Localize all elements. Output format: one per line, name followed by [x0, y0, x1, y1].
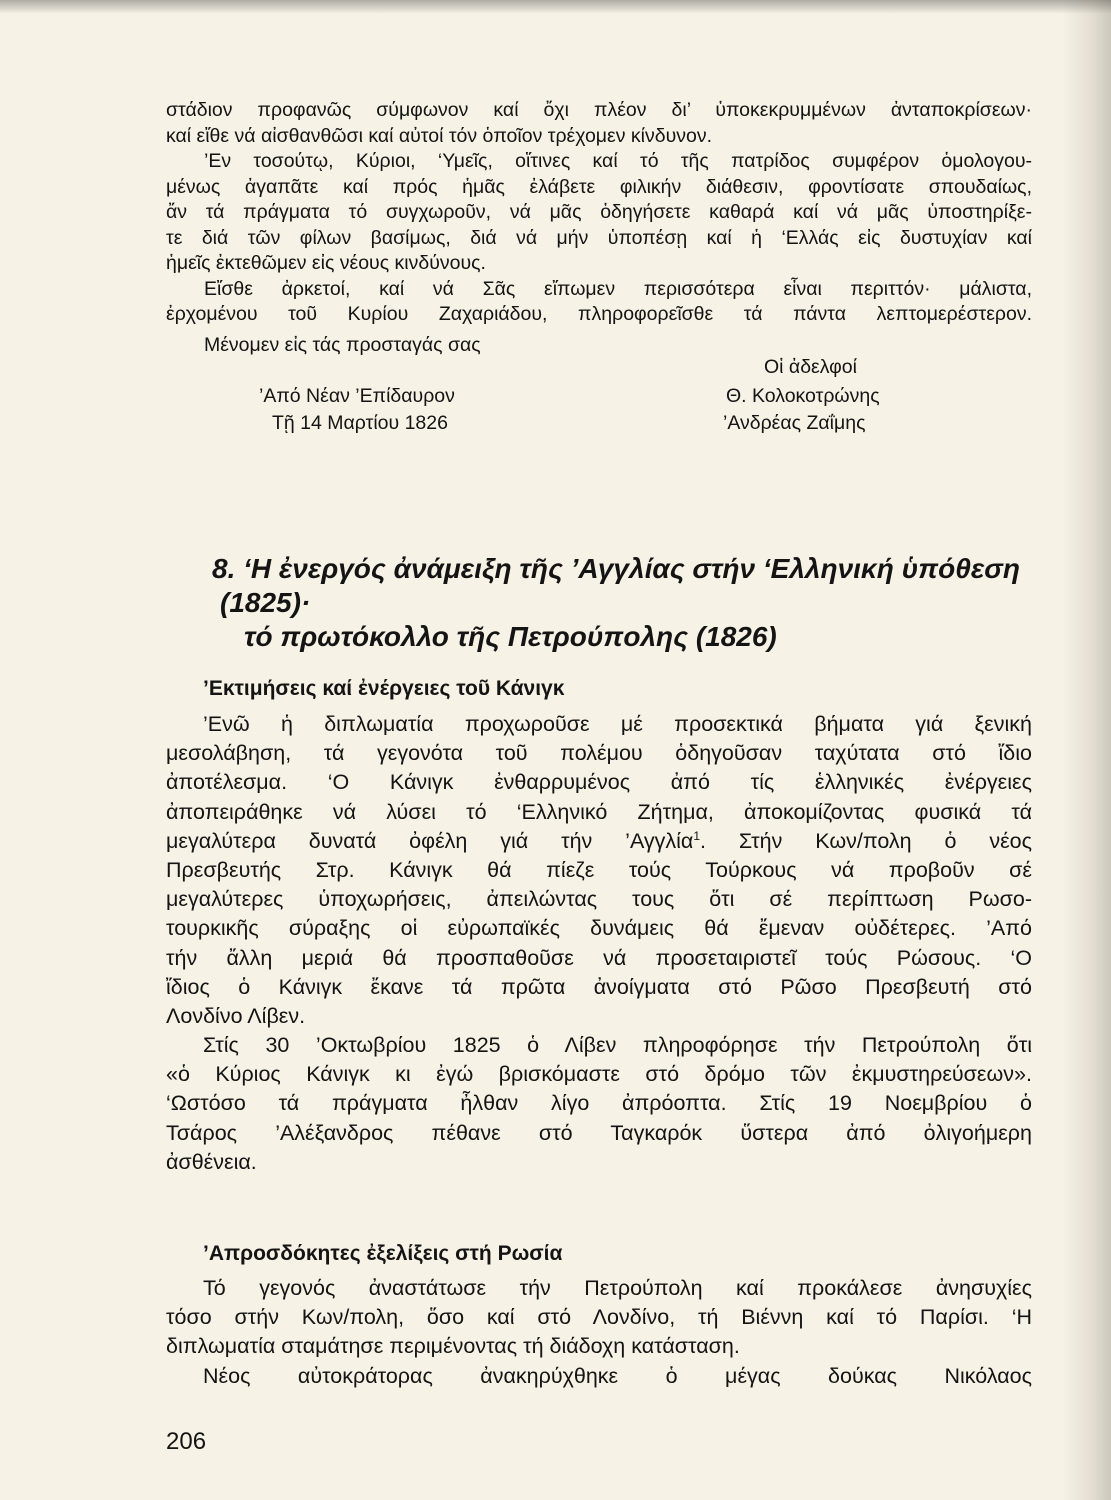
body-line: διπλωματία σταμάτησε περιμένοντας τή διάδοχη κατάσταση. — [166, 1334, 740, 1359]
letter-line: τε διά τῶν φίλων βασίμως, διά νά μήν ὑποπέσῃ καί ἡ ‘Ελλάς εἰς δυστυχίαν καί — [166, 226, 1032, 249]
section-title-line: (1825)· — [220, 587, 311, 618]
closing-brothers: Οἱ ἀδελφοί — [764, 356, 857, 378]
page-number: 206 — [166, 1428, 207, 1455]
body-line: ἀποτέλεσμα. ‘Ο Κάνιγκ ἐνθαρρυμένος ἀπό τίς ἑλληνικές ἐνέργειες — [166, 770, 1032, 795]
body-line: Λονδίνο Λίβεν. — [166, 1003, 306, 1028]
body-line: μεγαλύτερες ὑποχωρήσεις, ἀπειλώντας τους ὅτι σέ περίπτωση Ρωσο- — [166, 887, 1032, 912]
subsection-heading: ’Απροσδόκητες ἐξελίξεις στή Ρωσία — [203, 1242, 563, 1265]
body-line: τόσο στήν Κων/πολη, ὅσο καί στό Λονδίνο, τή Βιέννη καί τό Παρίσι. ‘Η — [166, 1305, 1032, 1330]
page-edge-shadow — [1062, 0, 1111, 1500]
body-line-text: μεγαλύτερα δυνατά ὀφέλη γιά τήν ’Αγγλία — [166, 828, 694, 853]
body-line: ἀποπειράθηκε νά λύσει τό ‘Ελληνικό Ζήτημα, ἀποκομίζοντας φυσικά τά — [166, 799, 1032, 824]
subsection1-body — [166, 710, 1032, 1177]
letter-text — [166, 98, 1032, 328]
letter-line: ’Εν τοσούτῳ, Κύριοι, ‘Υμεῖς, οἵτινες καί τό τῆς πατρίδος συμφέρον ὁμολογου- — [204, 150, 1032, 172]
body-line: «ὁ Κύριος Κάνιγκ κι ἐγώ βρισκόμαστε στό δρόμο τῶν ἐκμυστηρεύσεων». — [166, 1062, 1032, 1087]
body-line: Νέος αὐτοκράτορας ἀνακηρύχθηκε ὁ μέγας δούκας Νικόλαος — [203, 1363, 1032, 1388]
section-title-line: τό πρωτόκολλο τῆς Πετρούπολης (1826) — [244, 621, 777, 652]
section-title-line: 8. ‘Η ἐνεργός ἀνάμειξη τῆς ’Αγγλίας στήν ‘Ελληνική ὑπόθεση — [212, 553, 1020, 584]
closing-place: ’Από Νέαν ’Επίδαυρον — [259, 385, 455, 407]
body-line: τήν ἄλλη μεριά θά προσπαθοῦσε νά προσεταιριστεῖ τούς Ρώσους. ‘Ο — [166, 945, 1032, 970]
body-line — [166, 827, 1032, 856]
body-line: μεσολάβηση, τά γεγονότα τοῦ πολέμου ὁδηγοῦσαν ταχύτατα στό ἴδιο — [166, 741, 1032, 766]
closing-date: Τῇ 14 Μαρτίου 1826 — [272, 412, 448, 434]
letter-line: ἄν τά πράγματα τό συγχωροῦν, νά μᾶς ὁδηγήσετε καθαρά καί νά μᾶς ὑποστηρίξε- — [166, 201, 1032, 223]
section-title — [212, 552, 1042, 654]
letter-line: ἐρχομένου τοῦ Κυρίου Ζαχαριάδου, πληροφορεῖσθε τά πάντα λεπτομερέστερον. — [166, 303, 1032, 325]
signer-kolokotronis: Θ. Κολοκοτρώνης — [726, 385, 880, 407]
body-line: ἀσθένεια. — [166, 1149, 257, 1174]
letter-line: καί εἴθε νά αἰσθανθῶσι καί αὐτοί τόν ὁποῖον τρέχομεν κίνδυνον. — [166, 124, 712, 147]
body-line-text: . Στήν Κων/πολη ὁ νέος — [700, 828, 1032, 853]
letter-line: Εἴσθε ἀρκετοί, καί νά Σᾶς εἴπωμεν περισσότερα εἶναι περιττόν· μάλιστα, — [204, 277, 1032, 300]
subsection2-body — [166, 1274, 1032, 1391]
body-line: Τσάρος ’Αλέξανδρος πέθανε στό Ταγκαρόκ ὕστερα ἀπό ὀλιγοήμερη — [166, 1120, 1032, 1145]
closing-formula: Μένομεν εἰς τάς προσταγάς σας — [204, 334, 481, 356]
body-line: ’Ενῶ ἡ διπλωματία προχωροῦσε μέ προσεκτικά βήματα γιά ξενική — [203, 712, 1032, 736]
letter-line: στάδιον προφανῶς σύμφωνον καί ὄχι πλέον δι’ ὑποκεκρυμμένων ἀνταποκρίσεων· — [166, 99, 1032, 121]
letter-line: ἡμεῖς ἐκτεθῶμεν εἰς νέους κινδύνους. — [166, 252, 486, 274]
signer-zaimis: ’Ανδρέας Ζαΐμης — [723, 412, 866, 434]
body-line: Στίς 30 ’Οκτωβρίου 1825 ὁ Λίβεν πληροφόρησε τήν Πετρούπολη ὅτι — [203, 1033, 1032, 1058]
body-line: τουρκικῆς σύραξης οἱ εὐρωπαϊκές δυνάμεις θά ἔμεναν οὐδέτερες. ’Από — [166, 916, 1032, 941]
body-line: Τό γεγονός ἀναστάτωσε τήν Πετρούπολη καί προκάλεσε ἀνησυχίες — [203, 1276, 1032, 1300]
body-line: ‘Ωστόσο τά πράγματα ἦλθαν λίγο ἀπρόοπτα. Στίς 19 Νοεμβρίου ὁ — [166, 1091, 1032, 1116]
subsection-heading: ’Εκτιμήσεις καί ἐνέργειες τοῦ Κάνιγκ — [203, 677, 565, 700]
scan-top-shadow — [0, 0, 1111, 14]
body-line: Πρεσβευτής Στρ. Κάνιγκ θά πίεζε τούς Τούρκους νά προβοῦν σέ — [166, 857, 1032, 882]
letter-closing — [166, 334, 1032, 444]
body-line: ἴδιος ὁ Κάνιγκ ἔκανε τά πρῶτα ἀνοίγματα στό Ρῶσο Πρεσβευτή στό — [166, 974, 1032, 999]
letter-line: μένως ἀγαπᾶτε καί πρός ἡμᾶς ἐλάβετε φιλικήν διάθεσιν, φροντίσατε σπουδαίως, — [166, 175, 1032, 198]
footnote-marker: 1 — [693, 828, 701, 843]
